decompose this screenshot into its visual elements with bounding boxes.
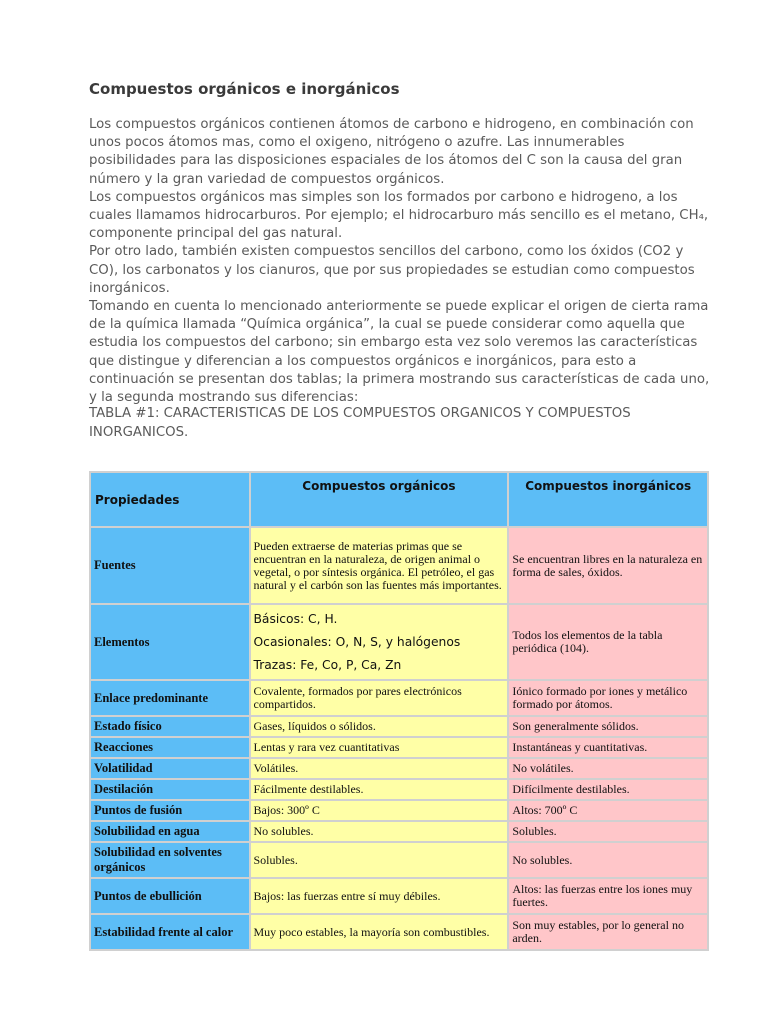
list-item: Trazas: Fe, Co, P, Ca, Zn (253, 657, 402, 672)
inorganic-cell: Se encuentran libres en la naturaleza en forma de sales, óxidos. (509, 528, 707, 603)
property-cell: Estado físico (91, 717, 249, 736)
table-row (91, 822, 707, 841)
table-row (91, 879, 707, 913)
properties-table (89, 471, 709, 951)
table-row (91, 528, 707, 603)
inorganic-cell: Instantáneas y cuantitativas. (509, 738, 707, 757)
table-row (91, 843, 707, 877)
organic-cell: Covalente, formados por pares electrónicos compartidos. (251, 681, 508, 715)
property-cell: Volatilidad (91, 759, 249, 778)
organic-cell: No solubles. (251, 822, 508, 841)
property-cell: Elementos (91, 605, 249, 679)
organic-cell: Bajos: 300º C (251, 801, 508, 820)
inorganic-cell: No solubles. (509, 843, 707, 877)
organic-cell: Gases, líquidos o sólidos. (251, 717, 508, 736)
table-row (91, 801, 707, 820)
inorganic-cell: No volátiles. (509, 759, 707, 778)
property-cell: Solubilidad en agua (91, 822, 249, 841)
list-item: Básicos: C, H. (253, 611, 338, 626)
table-caption: TABLA #1: CARACTERISTICAS DE LOS COMPUESTOS ORGANICOS Y COMPUESTOS INORGANICOS. (89, 406, 631, 440)
header-organic: Compuestos orgánicos (251, 473, 508, 526)
paragraph: Los compuestos orgánicos mas simples son los formados por carbono e hidrogeno, a los cuales llamamos hidrocarburos. Por ejemplo; el hidrocarburo más sencillo es el metano, CH₄, componente principal del gas natural. (89, 189, 709, 242)
organic-cell: Bajos: las fuerzas entre sí muy débiles. (251, 879, 508, 913)
property-cell: Destilación (91, 780, 249, 799)
organic-elements-cell (251, 605, 508, 679)
table-row (91, 915, 707, 949)
inorganic-cell: Altos: 700º C (509, 801, 707, 820)
property-cell: Puntos de fusión (91, 801, 249, 820)
property-cell: Estabilidad frente al calor (91, 915, 249, 949)
table-row (91, 717, 707, 736)
inorganic-cell: Son muy estables, por lo general no arden. (509, 915, 707, 949)
table-row (91, 681, 707, 715)
paragraph: Los compuestos orgánicos contienen átomos de carbono e hidrogeno, en combinación con unos pocos átomos mas, como el oxigeno, nitrógeno o azufre. Las innumerables posibilidades para las disposiciones espaciales de los átomos del C son la causa del gran número y la gran variedad de compuestos orgánicos. (89, 117, 694, 187)
inorganic-cell: Todos los elementos de la tabla periódica (104). (509, 605, 707, 679)
inorganic-cell: Solubles. (509, 822, 707, 841)
property-cell: Solubilidad en solventes orgánicos (91, 843, 249, 877)
header-inorganic: Compuestos inorgánicos (509, 473, 707, 526)
organic-cell: Solubles. (251, 843, 508, 877)
table-row (91, 738, 707, 757)
inorganic-cell: Altos: las fuerzas entre los iones muy fuertes. (509, 879, 707, 913)
property-cell: Puntos de ebullición (91, 879, 249, 913)
property-cell: Enlace predominante (91, 681, 249, 715)
table-row (91, 759, 707, 778)
property-cell: Fuentes (91, 528, 249, 603)
table-row (91, 605, 707, 679)
property-cell: Reacciones (91, 738, 249, 757)
paragraph: Tomando en cuenta lo mencionado anteriormente se puede explicar el origen de cierta rama de la química llamada “Química orgánica”, la cual se puede considerar como aquella que estudia los compuestos del carbono; sin embargo esta vez solo veremos las características que distingue y diferencian a los compuestos orgánicos e inorgánicos, para esto a continuación se presentan dos tablas; la primera mostrando sus características de cada uno, y la segunda mostrando sus diferencias: (89, 299, 710, 406)
inorganic-cell: Iónico formado por iones y metálico formado por átomos. (509, 681, 707, 715)
organic-cell: Pueden extraerse de materias primas que se encuentran en la naturaleza, de origen animal o vegetal, o por síntesis orgánica. El petróleo, el gas natural y el carbón son las fuentes más importantes. (251, 528, 508, 603)
header-properties: Propiedades (91, 473, 249, 526)
page-title: Compuestos orgánicos e inorgánicos (89, 80, 400, 98)
table-header-row (91, 473, 707, 526)
list-item: Ocasionales: O, N, S, y halógenos (253, 634, 461, 649)
organic-cell: Volátiles. (251, 759, 508, 778)
organic-cell: Lentas y rara vez cuantitativas (251, 738, 508, 757)
inorganic-cell: Son generalmente sólidos. (509, 717, 707, 736)
organic-cell: Fácilmente destilables. (251, 780, 508, 799)
inorganic-cell: Difícilmente destilables. (509, 780, 707, 799)
intro-text (89, 116, 711, 407)
table-row (91, 780, 707, 799)
organic-cell: Muy poco estables, la mayoría son combustibles. (251, 915, 508, 949)
paragraph: Por otro lado, también existen compuestos sencillos del carbono, como los óxidos (CO2 y CO), los carbonatos y los cianuros, que por sus propiedades se estudian como compuestos inorgánicos. (89, 244, 695, 296)
